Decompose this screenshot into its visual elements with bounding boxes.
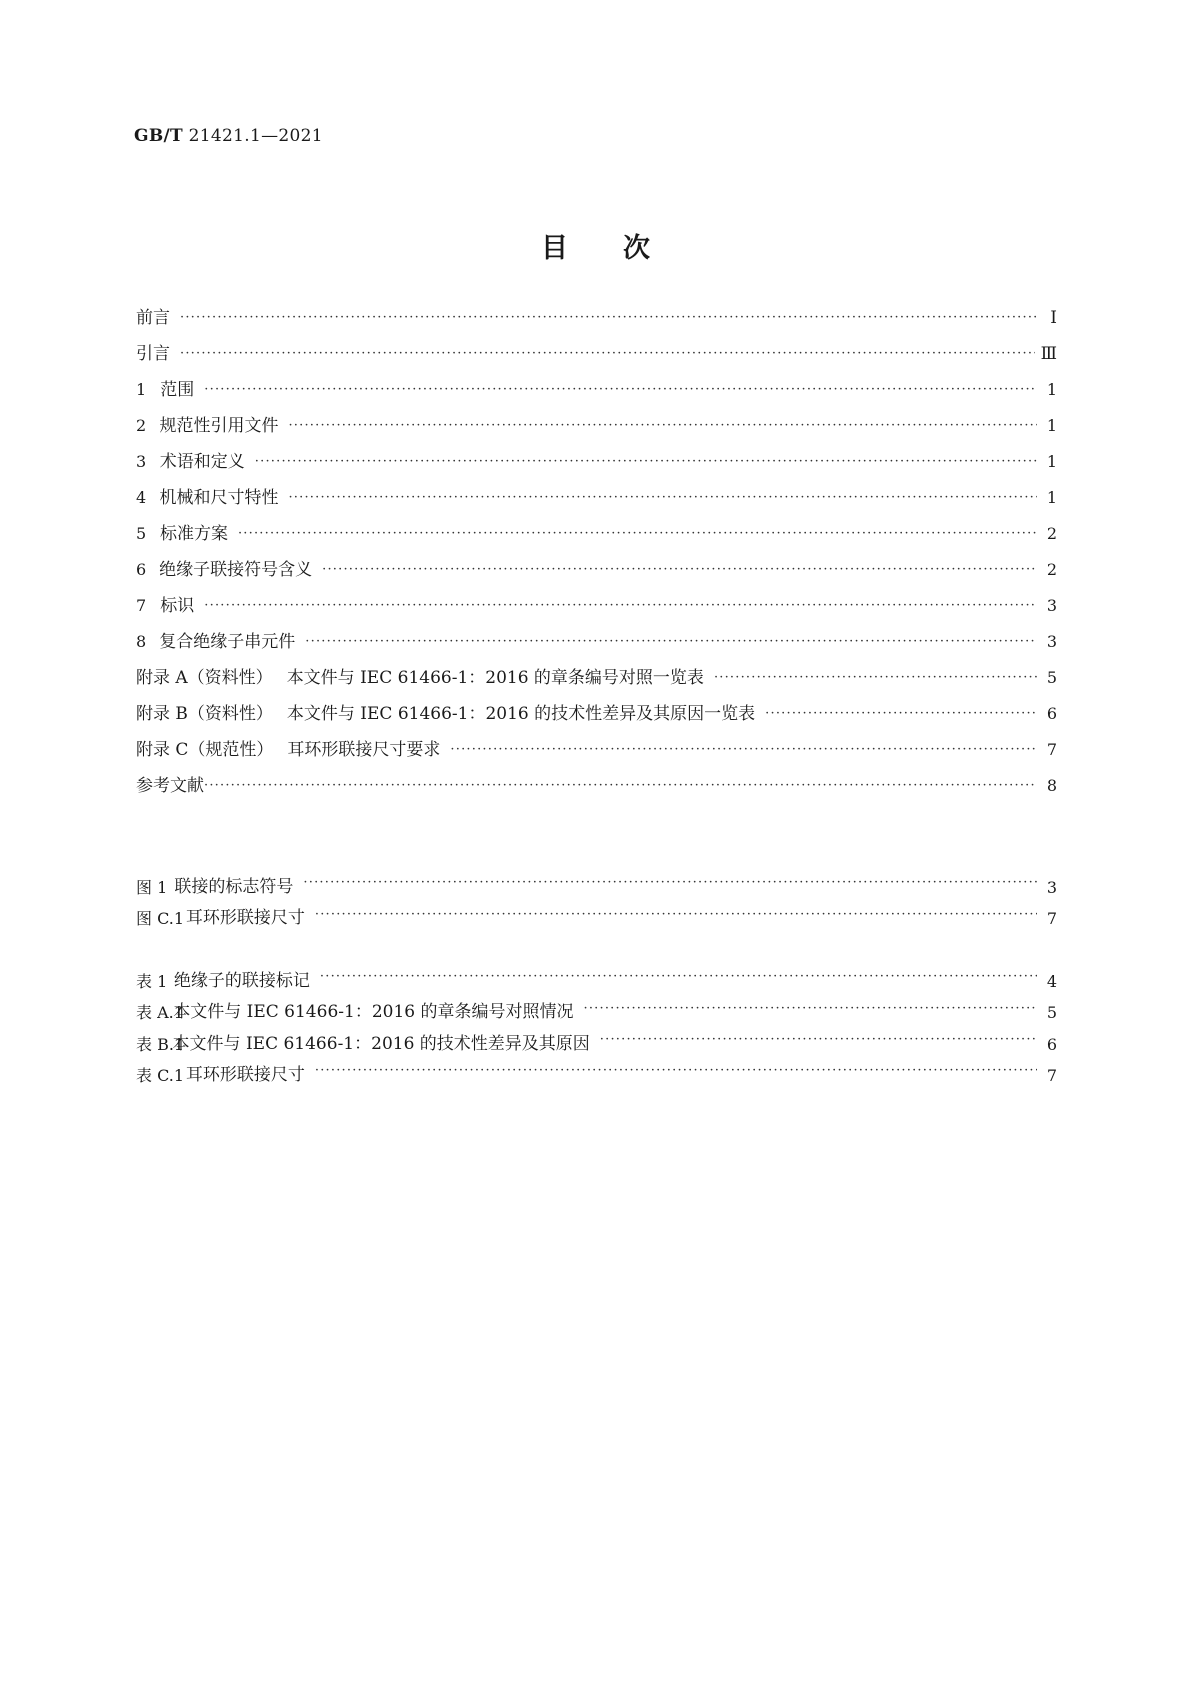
toc-entry-number: 7 bbox=[136, 596, 147, 615]
dot-leader bbox=[600, 1029, 1037, 1060]
toc-entry-title: 前言 bbox=[136, 308, 170, 328]
toc-figure-c1[interactable] bbox=[136, 903, 1057, 934]
dot-leader bbox=[204, 372, 1037, 408]
toc-entry-title: 机械和尺寸特性 bbox=[159, 488, 279, 508]
toc-entry-title: 术语和定义 bbox=[159, 452, 245, 472]
toc-entry-page: 7 bbox=[1046, 1065, 1057, 1085]
toc-table-a1[interactable] bbox=[136, 997, 1057, 1028]
toc-entry-page: 5 bbox=[1046, 668, 1057, 687]
toc-entry-title: 耳环形联接尺寸要求 bbox=[287, 740, 441, 760]
toc-entry-annex-c[interactable] bbox=[136, 732, 1057, 768]
toc-entry-title: 联接的标志符号 bbox=[174, 877, 294, 897]
toc-entry-title: 绝缘子联接符号含义 bbox=[159, 560, 313, 580]
toc-entry-number: 2 bbox=[136, 416, 147, 435]
toc-entry-introduction[interactable] bbox=[136, 336, 1057, 372]
dot-leader bbox=[714, 660, 1037, 696]
toc-entry-number: 表 C.1 bbox=[136, 1065, 185, 1085]
toc-entry-title: 复合绝缘子串元件 bbox=[159, 632, 296, 652]
toc-entry-page: Ⅰ bbox=[1050, 308, 1057, 328]
standard-code: 21421.1—2021 bbox=[188, 126, 323, 146]
dot-leader bbox=[180, 336, 1035, 372]
toc-entry-page: 1 bbox=[1046, 380, 1057, 399]
toc-entry-page: 6 bbox=[1046, 704, 1057, 723]
dot-leader bbox=[238, 516, 1037, 552]
dot-leader bbox=[303, 872, 1037, 903]
toc-entry-title: 本文件与 IEC 61466-1：2016 的技术性差异及其原因一览表 bbox=[286, 704, 756, 724]
toc-entry-number: 5 bbox=[136, 524, 147, 543]
toc-entry-6[interactable] bbox=[136, 552, 1057, 588]
standard-prefix: GB/T bbox=[134, 126, 183, 146]
dot-leader bbox=[255, 444, 1037, 480]
toc-entry-annex-b[interactable] bbox=[136, 696, 1057, 732]
toc-tables-list bbox=[136, 966, 1057, 1091]
dot-leader bbox=[305, 624, 1037, 660]
toc-entry-preface[interactable] bbox=[136, 300, 1057, 336]
dot-leader bbox=[204, 768, 1037, 804]
toc-entry-title: 参考文献 bbox=[136, 776, 204, 796]
toc-entry-title: 耳环形联接尺寸 bbox=[185, 908, 305, 929]
toc-entry-page: 6 bbox=[1046, 1034, 1057, 1054]
toc-entry-page: 3 bbox=[1046, 878, 1057, 897]
toc-entry-title: 本文件与 IEC 61466-1：2016 的章条编号对照情况 bbox=[173, 1002, 574, 1023]
toc-entry-page: Ⅲ bbox=[1040, 344, 1057, 364]
toc-entry-8[interactable] bbox=[136, 624, 1057, 660]
toc-entry-page: 3 bbox=[1046, 596, 1057, 615]
toc-entry-number: 3 bbox=[136, 452, 147, 471]
dot-leader bbox=[288, 480, 1037, 516]
toc-entry-page: 1 bbox=[1046, 452, 1057, 471]
toc-table-c1[interactable] bbox=[136, 1060, 1057, 1091]
dot-leader bbox=[180, 300, 1037, 336]
toc-entry-title: 本文件与 IEC 61466-1：2016 的章条编号对照一览表 bbox=[286, 668, 704, 688]
toc-entry-number: 1 bbox=[136, 380, 147, 399]
dot-leader bbox=[315, 1060, 1037, 1091]
toc-entry-5[interactable] bbox=[136, 516, 1057, 552]
toc-table-b1[interactable] bbox=[136, 1029, 1057, 1060]
dot-leader bbox=[320, 966, 1037, 997]
toc-entry-number: 附录 B（资料性） bbox=[136, 704, 273, 724]
toc-entry-page: 8 bbox=[1046, 776, 1057, 795]
toc-entry-number: 6 bbox=[136, 560, 147, 579]
toc-main-list bbox=[136, 300, 1057, 804]
toc-entry-title: 绝缘子的联接标记 bbox=[173, 971, 310, 991]
toc-entry-1[interactable] bbox=[136, 372, 1057, 408]
toc-entry-page: 5 bbox=[1046, 1003, 1057, 1023]
standard-number bbox=[134, 126, 323, 146]
toc-entry-title: 范围 bbox=[160, 380, 195, 400]
toc-entry-title: 耳环形联接尺寸 bbox=[185, 1064, 305, 1085]
toc-entry-number: 图 1 bbox=[136, 878, 168, 897]
toc-entry-title: 标识 bbox=[160, 596, 195, 616]
toc-entry-number: 附录 C（规范性） bbox=[136, 740, 274, 760]
toc-figures-list bbox=[136, 872, 1057, 935]
toc-entry-title: 标准方案 bbox=[159, 524, 228, 544]
dot-leader bbox=[322, 552, 1037, 588]
toc-entry-4[interactable] bbox=[136, 480, 1057, 516]
dot-leader bbox=[315, 903, 1037, 934]
toc-entry-7[interactable] bbox=[136, 588, 1057, 624]
toc-entry-number: 表 A.1 bbox=[136, 1003, 184, 1023]
toc-entry-page: 3 bbox=[1046, 632, 1057, 651]
toc-entry-page: 1 bbox=[1046, 488, 1057, 507]
toc-entry-title: 本文件与 IEC 61466-1：2016 的技术性差异及其原因 bbox=[172, 1033, 590, 1054]
toc-entry-number: 表 B.1 bbox=[136, 1034, 185, 1054]
toc-entry-number: 8 bbox=[136, 632, 147, 651]
dot-leader bbox=[450, 732, 1037, 768]
toc-table-1[interactable] bbox=[136, 966, 1057, 997]
dot-leader bbox=[583, 997, 1037, 1028]
toc-figure-1[interactable] bbox=[136, 872, 1057, 903]
dot-leader bbox=[204, 588, 1037, 624]
page-title: 目次 bbox=[541, 233, 705, 264]
toc-entry-number: 图 C.1 bbox=[136, 909, 185, 929]
toc-entry-page: 2 bbox=[1046, 524, 1057, 543]
toc-entry-annex-a[interactable] bbox=[136, 660, 1057, 696]
toc-entry-bibliography[interactable] bbox=[136, 768, 1057, 804]
toc-entry-number: 表 1 bbox=[136, 972, 168, 991]
dot-leader bbox=[765, 696, 1037, 732]
toc-entry-title: 规范性引用文件 bbox=[159, 416, 279, 436]
toc-entry-number: 附录 A（资料性） bbox=[136, 668, 273, 688]
toc-entry-3[interactable] bbox=[136, 444, 1057, 480]
toc-entry-page: 4 bbox=[1046, 972, 1057, 991]
toc-entry-title: 引言 bbox=[136, 344, 170, 364]
toc-entry-page: 7 bbox=[1046, 909, 1057, 929]
toc-entry-page: 1 bbox=[1046, 416, 1057, 435]
toc-entry-number: 4 bbox=[136, 488, 147, 507]
toc-entry-2[interactable] bbox=[136, 408, 1057, 444]
toc-entry-page: 2 bbox=[1046, 560, 1057, 579]
dot-leader bbox=[288, 408, 1037, 444]
toc-entry-page: 7 bbox=[1046, 740, 1057, 759]
